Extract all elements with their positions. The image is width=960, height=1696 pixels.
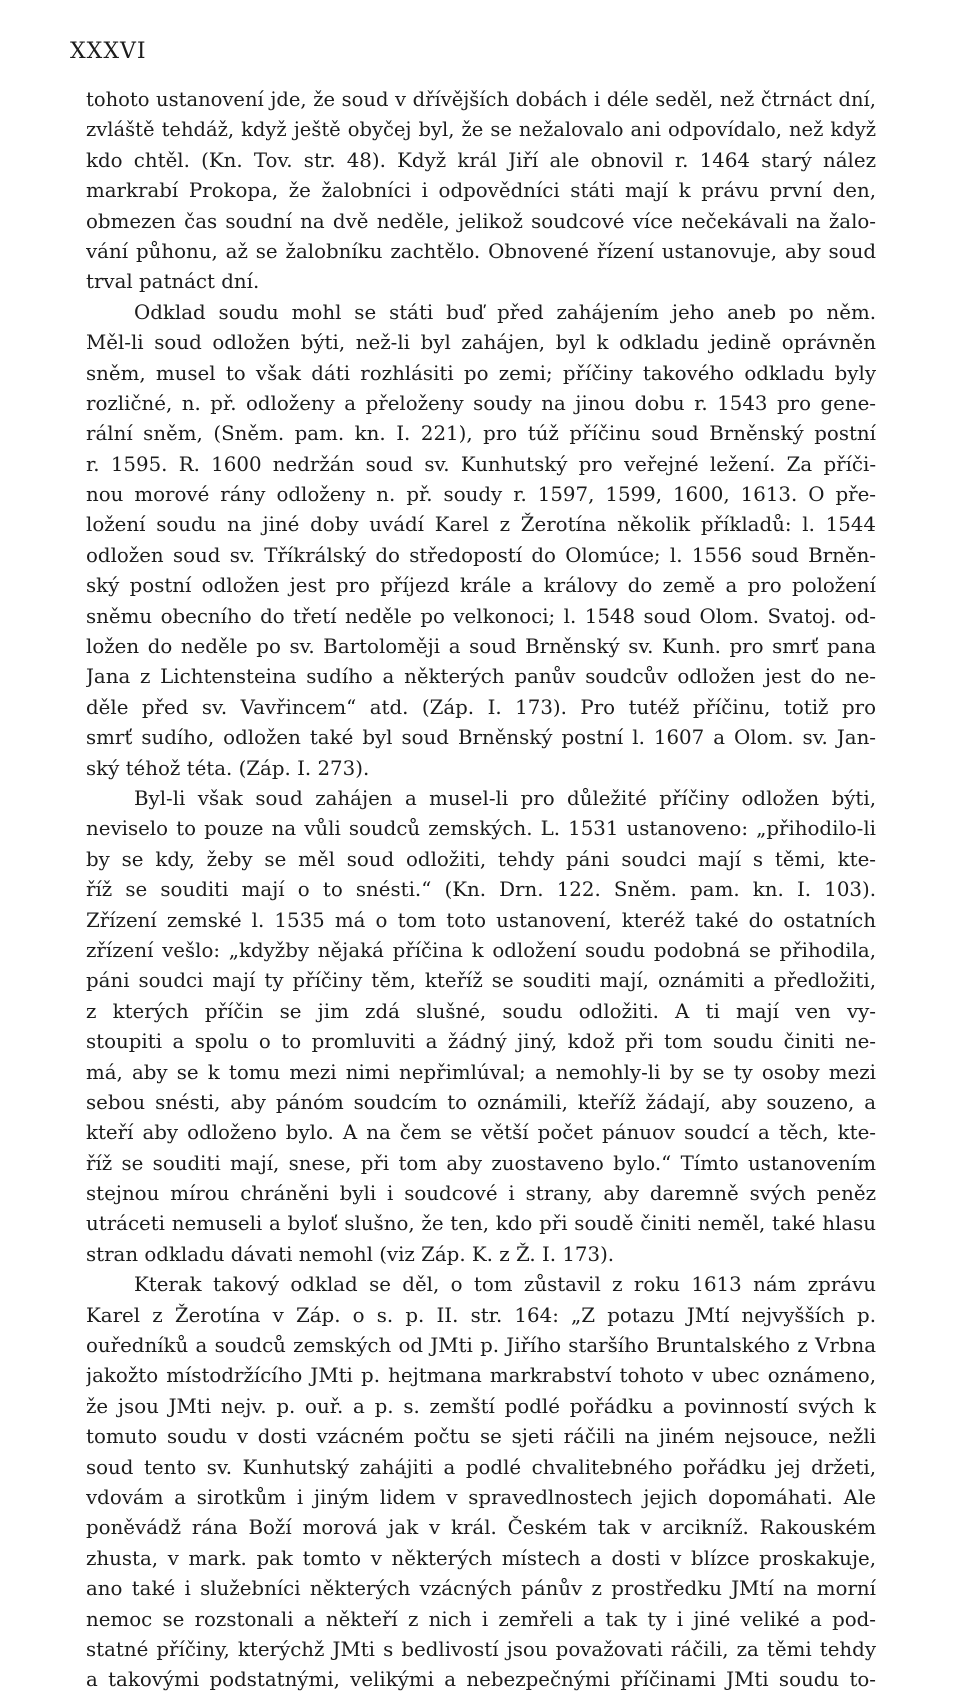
text-line: Jana z Lichtensteina sudího a některých panův soudcův odložen jest do ne-: [86, 665, 876, 689]
text-line: Odklad soudu mohl se státi buď před zahájením jeho aneb po něm.: [134, 300, 876, 324]
text-line: tohoto ustanovení jde, že soud v dřívějších dobách i déle seděl, než čtrnáct dní,: [86, 88, 876, 111]
text-line: má, aby se k tomu mezi nimi nepřimlúval; a nemohly-li by se ty osoby mezi: [86, 1060, 876, 1084]
text-line: Byl-li však soud zahájen a musel-li pro důležité příčiny odložen býti,: [134, 786, 876, 810]
text-line: děle před sv. Vavřincem“ atd. (Záp. I. 173). Pro tutéž příčinu, totiž pro: [86, 695, 876, 719]
text-line: ouředníků a soudců zemských od JMti p. Jiřího staršího Bruntalského z Vrbna: [86, 1334, 876, 1358]
text-line: odložen soud sv. Tříkrálský do středopostí do Olomúce; l. 1556 soud Brněn-: [86, 543, 876, 567]
text-line: r. 1595. R. 1600 nedržán soud sv. Kunhutský pro veřejné ležení. Za příči-: [86, 452, 876, 476]
text-line: vání půhonu, až se žalobníku zachtělo. Obnovené řízení ustanovuje, aby soud: [86, 239, 876, 263]
text-line: sněm, musel to však dáti rozhlásiti po zemi; příčiny takového odkladu byly: [86, 361, 876, 385]
text-line: kteří aby odloženo bylo. A na čem se větší počet pánuov soudcí a těch, kte-: [86, 1121, 876, 1145]
text-line: soud tento sv. Kunhutský zahájiti a podlé chvalitebného pořádku jej držeti,: [86, 1455, 876, 1479]
text-line: Měl-li soud odložen býti, než-li byl zahájen, byl k odkladu jedině oprávněn: [86, 331, 876, 355]
text-line: z kterých příčin se jim zdá slušné, soudu odložiti. A ti mají ven vy-: [86, 999, 876, 1023]
text-line: utráceti nemuseli a byloť slušno, že ten, kdo při soudě činiti neměl, také hlasu: [86, 1212, 876, 1236]
text-line: říž se souditi mají o to snésti.“ (Kn. Drn. 122. Sněm. pam. kn. I. 103).: [86, 878, 876, 902]
text-line: nemoc se rozstonali a někteří z nich i zemřeli a tak ty i jiné veliké a pod-: [86, 1607, 876, 1631]
text-line: by se kdy, žeby se měl soud odložiti, tehdy páni soudci mají s těmi, kte-: [86, 847, 876, 871]
text-line: rozličné, n. př. odloženy a přeloženy soudy na jinou dobu r. 1543 pro gene-: [86, 391, 876, 415]
text-line: ský postní odložen jest pro příjezd krále a královy do země a pro položení: [86, 574, 876, 598]
text-line: tomuto soudu v dosti vzácném počtu se sjeti ráčili na jiném nejsouce, nežli: [86, 1425, 876, 1449]
text-line: ložen do neděle po sv. Bartoloměji a soud Brněnský sv. Kunh. pro smrť pana: [86, 635, 876, 659]
text-line: statné příčiny, kterýchž JMti s bedlivostí jsou považovati ráčili, za těmi tehdy: [86, 1637, 876, 1661]
text-line: ano také i služebníci některých vzácných pánův z prostředku JMtí na morní: [86, 1577, 876, 1601]
text-line: stoupiti a spolu o to promluviti a žádný jiný, kdož při tom soudu činiti ne-: [86, 1030, 876, 1054]
text-line: jakožto místodržícího JMti p. hejtmana markrabství tohoto v ubec oznámeno,: [86, 1364, 876, 1388]
body-text: [86, 85, 876, 1696]
text-line: Karel z Žerotína v Záp. o s. p. II. str. 164: „Z potazu JMtí nejvyšších p.: [86, 1303, 876, 1327]
text-line: rální sněm, (Sněm. pam. kn. I. 221), pro túž příčinu soud Brněnský postní: [86, 422, 876, 446]
text-line: páni soudci mají ty příčiny těm, kteříž se souditi mají, oznámiti a předložiti,: [86, 969, 876, 993]
text-line: poněvádž rána Boží morová jak v král. Českém tak v arcikníž. Rakouském: [86, 1516, 876, 1540]
text-line: trval patnáct dní.: [86, 270, 260, 294]
text-line: kdo chtěl. (Kn. Tov. str. 48). Když král Jiří ale obnovil r. 1464 starý nález: [86, 148, 876, 172]
text-line: říž se souditi mají, snese, při tom aby zuostaveno bylo.“ Tímto ustanovením: [86, 1151, 876, 1175]
text-line: sněmu obecního do třetí neděle po velkonoci; l. 1548 soud Olom. Svatoj. od-: [86, 604, 876, 628]
text-line: zhusta, v mark. pak tomto v některých místech a dosti v blízce proskakuje,: [86, 1546, 876, 1570]
text-line: Kterak takový odklad se děl, o tom zůstavil z roku 1613 nám zprávu: [134, 1273, 876, 1297]
page-number: XXXVI: [70, 39, 147, 64]
text-line: obmezen čas soudní na dvě neděle, jelikož soudcové více nečekávali na žalo-: [86, 209, 876, 233]
text-line: Zřízení zemské l. 1535 má o tom toto ustanovení, kteréž také do ostatních: [86, 908, 876, 932]
text-line: a takovými podstatnými, velikými a nebezpečnými příčinami JMti soudu to-: [86, 1668, 876, 1692]
text-line: markrabí Prokopa, že žalobníci i odpovědníci státi mají k právu první den,: [86, 179, 876, 203]
text-line: ský téhož téta. (Záp. I. 273).: [86, 756, 370, 780]
text-line: sebou snésti, aby pánóm soudcím to oznámili, kteříž žádají, aby souzeno, a: [86, 1090, 876, 1114]
text-line: zvláště tehdáž, když ještě obyčej byl, že se nežalovalo ani odpovídalo, než když: [86, 118, 876, 142]
text-line: neviselo to pouze na vůli soudců zemských. L. 1531 ustanoveno: „přihodilo-li: [86, 817, 876, 841]
text-line: že jsou JMti nejv. p. ouř. a p. s. zemští podlé pořádku a povinností svých k: [86, 1394, 876, 1418]
text-line: nou morové rány odloženy n. př. soudy r. 1597, 1599, 1600, 1613. O pře-: [86, 483, 876, 507]
text-line: stran odkladu dávati nemohl (viz Záp. K. z Ž. I. 173).: [86, 1242, 615, 1266]
text-line: smrť sudího, odložen také byl soud Brněnský postní l. 1607 a Olom. sv. Jan-: [86, 726, 876, 750]
text-line: zřízení vešlo: „kdyžby nějaká příčina k odložení soudu podobná se přihodila,: [86, 938, 876, 962]
text-line: vdovám a sirotkům i jiným lidem v spravedlnostech jejich dopomáhati. Ale: [86, 1485, 876, 1509]
text-line: stejnou mírou chráněni byli i soudcové i strany, aby daremně svých peněz: [86, 1182, 876, 1206]
text-line: ložení soudu na jiné doby uvádí Karel z Žerotína několik příkladů: l. 1544: [86, 513, 876, 537]
